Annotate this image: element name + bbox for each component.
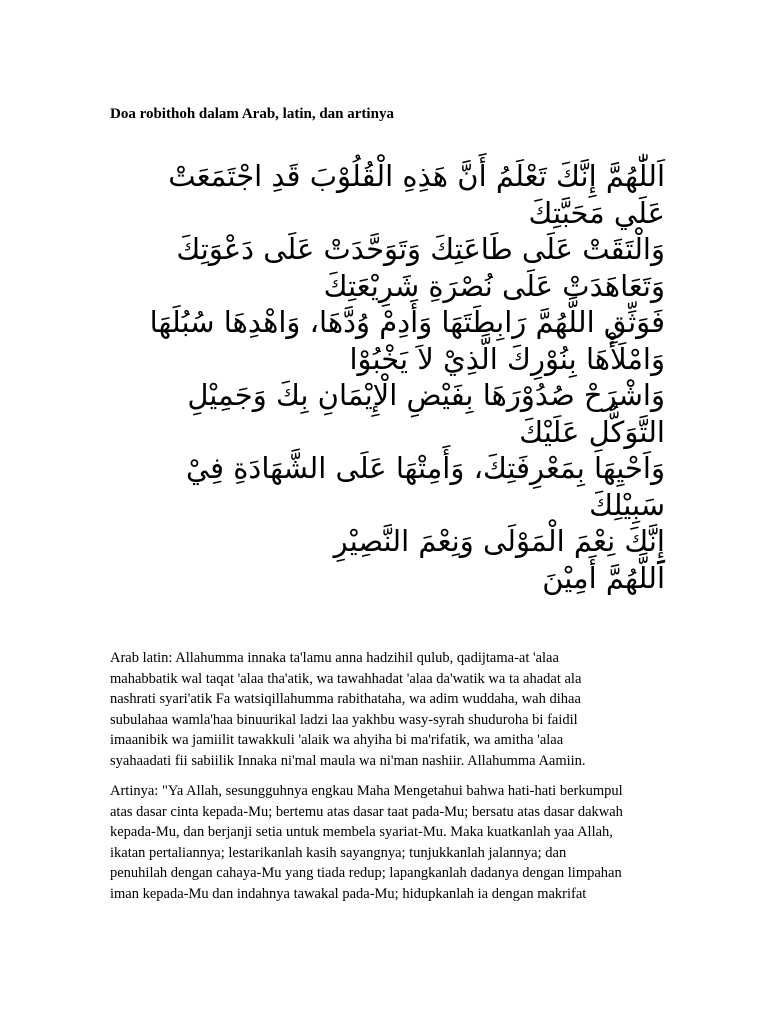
meaning-line: ikatan pertaliannya; lestarikanlah kasih sayangnya; tunjukkanlah jalannya; dan xyxy=(110,844,567,861)
arabic-line: التَّوَكُّلِ عَلَيْكَ xyxy=(519,414,665,449)
meaning-line: penuhilah dengan cahaya-Mu yang tiada redup; lapangkanlah dadanya dengan limpahan xyxy=(110,865,622,881)
latin-line: Arab latin: Allahumma innaka ta'lamu anna hadzihil qulub, qadijtama-at 'alaa xyxy=(110,650,559,666)
arabic-line: عَلَي مَحَبَّتِكَ xyxy=(528,195,665,230)
arabic-line: وَامْلَأْهَا بِنُوْرِكَ الَّذِيْ لاَ يَخْبُوْا xyxy=(349,341,665,376)
latin-line: mahabbatik wal taqat 'alaa tha'atik, wa tawahhadat 'alaa da'watik wa ta ahadat ala xyxy=(110,670,582,687)
arabic-line: وَاشْرَحْ صُدُوْرَهَا بِفَيْضِ الْإِيْمَانِ بِكَ وَجَمِيْلِ xyxy=(187,378,665,412)
arabic-line: وَتَعَاهَدَتْ عَلَى نُصْرَةِ شَرِيْعَتِكَ xyxy=(323,268,665,303)
meaning-paragraph xyxy=(110,781,670,904)
document-title: Doa robithoh dalam Arab, latin, dan artinya xyxy=(110,106,394,122)
latin-transliteration-paragraph xyxy=(110,648,670,771)
arabic-line: وَاَحْيِهَا بِمَعْرِفَتِكَ، وَأَمِتْهَا عَلَى الشَّهَادَةِ فِيْ xyxy=(185,451,665,485)
arabic-line: اَللَّهُمَّ أَمِيْنَ xyxy=(542,560,665,595)
latin-line: nashrati syari'atik Fa watsiqillahumma rabithataha, wa adim wuddaha, wah dihaa xyxy=(110,691,581,707)
arabic-prayer-text xyxy=(105,158,665,596)
latin-line: subulahaa wamla'haa binuurikal ladzi laa yakhbu wasy-syrah shuduroha bi faidil xyxy=(110,711,578,728)
meaning-line: kepada-Mu, dan berjanji setia untuk membela syariat-Mu. Maka kuatkanlah yaa Allah, xyxy=(110,824,613,840)
arabic-line: سَبِيْلِكَ xyxy=(589,487,665,522)
arabic-line: وَالْتَقَتْ عَلَى طَاعَتِكَ وَتَوَحَّدَتْ عَلَى دَعْوَتِكَ xyxy=(176,232,665,266)
meaning-line: atas dasar cinta kepada-Mu; bertemu atas dasar taat pada-Mu; bersatu atas dasar dakwah xyxy=(110,803,623,820)
latin-line: syahaadati fii sabiilik Innaka ni'mal maula wa ni'man nashiir. Allahumma Aamiin. xyxy=(110,752,586,769)
meaning-line: Artinya: "Ya Allah, sesungguhnya engkau Maha Mengetahui bahwa hati-hati berkumpul xyxy=(110,783,623,799)
arabic-line: إِنَّكَ نِعْمَ الْمَوْلَى وَنِعْمَ النَّصِيْرِ xyxy=(333,524,665,558)
arabic-line: فَوَثِّقِ اللَّهُمَّ رَابِطَتَهَا وَأَدِمْ وُدَّهَا، وَاهْدِهَا سُبُلَهَا xyxy=(149,305,665,339)
arabic-line: اَللّٰهُمَّ إِنَّكَ تَعْلَمُ أَنَّ هَذِهِ الْقُلُوْبَ قَدِ اجْتَمَعَتْ xyxy=(168,159,665,193)
meaning-line: iman kepada-Mu dan indahnya tawakal pada-Mu; hidupkanlah ia dengan makrifat xyxy=(110,885,587,902)
latin-line: imaanibik wa jamiilit tawakkuli 'alaik wa ahyiha bi ma'rifatik, wa amitha 'alaa xyxy=(110,732,564,748)
